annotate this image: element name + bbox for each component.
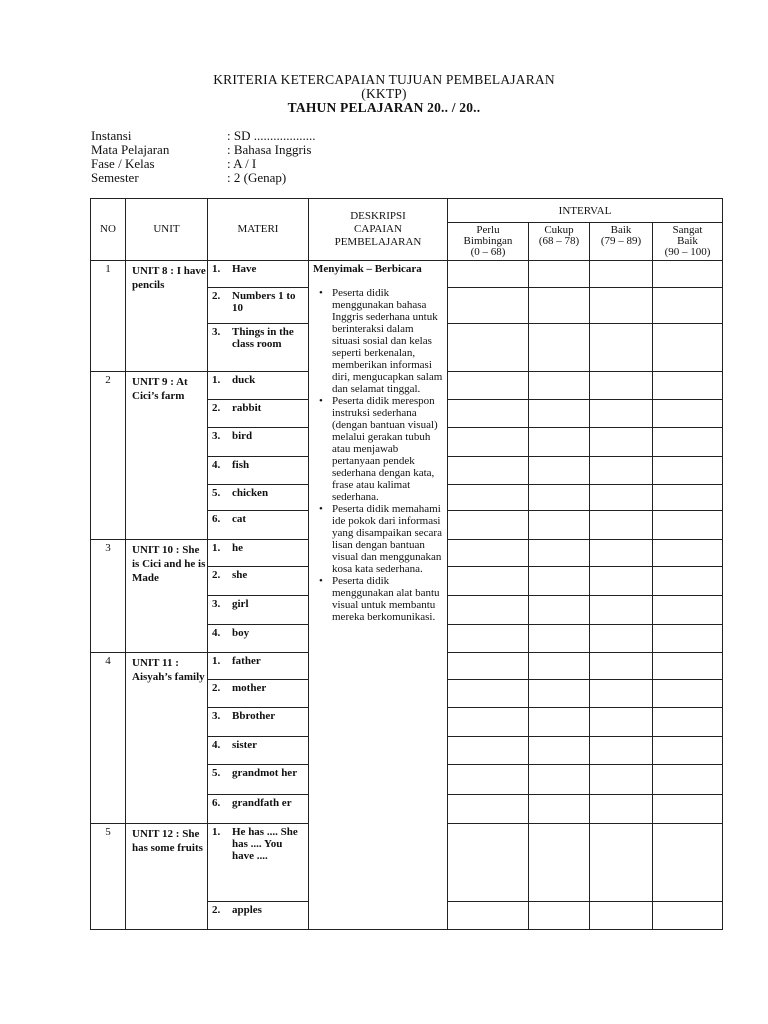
- materi-cell: [208, 400, 309, 428]
- score-cell[interactable]: [590, 288, 653, 324]
- header-perlu-bimbingan: [448, 223, 529, 261]
- header-line: Baik: [610, 224, 632, 236]
- header-deskripsi-line: PEMBELAJARAN: [334, 236, 422, 248]
- table-body: [91, 261, 723, 930]
- score-cell[interactable]: [590, 567, 653, 596]
- header-line: Sangat: [672, 224, 703, 236]
- score-cell[interactable]: [653, 324, 723, 372]
- materi-number: 4.: [212, 459, 221, 471]
- score-cell[interactable]: [448, 596, 529, 625]
- score-cell[interactable]: [653, 680, 723, 708]
- score-cell[interactable]: [653, 372, 723, 400]
- deskripsi-bullet: • Peserta didik menggunakan alat bantu visual untuk membantu mereka berkomunikasi.: [332, 575, 443, 623]
- header-line: (79 – 89): [600, 235, 642, 247]
- info-value: : A / I: [227, 156, 257, 171]
- score-cell[interactable]: [448, 625, 529, 653]
- materi-number: 3.: [212, 430, 221, 442]
- score-cell[interactable]: [590, 261, 653, 288]
- materi-number: 3.: [212, 326, 221, 338]
- score-cell[interactable]: [529, 540, 590, 567]
- materi-number: 2.: [212, 402, 221, 414]
- materi-text: Numbers 1 to 10: [232, 290, 296, 314]
- score-cell[interactable]: [653, 540, 723, 567]
- deskripsi-capaian: [309, 261, 448, 930]
- score-cell[interactable]: [590, 708, 653, 737]
- materi-cell: [208, 765, 309, 795]
- score-cell[interactable]: [529, 511, 590, 540]
- score-cell[interactable]: [590, 457, 653, 485]
- header-deskripsi: [309, 199, 448, 261]
- materi-text: Bbrother: [232, 710, 276, 722]
- materi-cell: [208, 625, 309, 653]
- materi-text: duck: [232, 374, 256, 386]
- score-cell[interactable]: [448, 737, 529, 765]
- score-cell[interactable]: [590, 372, 653, 400]
- score-cell[interactable]: [448, 288, 529, 324]
- materi-text: girl: [232, 598, 249, 610]
- score-cell[interactable]: [448, 795, 529, 824]
- materi-cell: [208, 567, 309, 596]
- materi-text: grandfath er: [232, 797, 292, 809]
- materi-number: 3.: [212, 710, 221, 722]
- unit-title: UNIT 9 : At Cici’s farm: [126, 372, 208, 540]
- info-label: Instansi: [91, 128, 132, 143]
- unit-title: UNIT 8 : I have pencils: [126, 261, 208, 372]
- materi-text: father: [232, 655, 261, 667]
- deskripsi-heading: Menyimak – Berbicara: [313, 263, 422, 275]
- materi-cell: [208, 261, 309, 288]
- deskripsi-bullet: • Peserta didik memahami ide pokok dari informasi yang disampaikan secara lisan dengan bantuan visual dan menggunakan kosa kata sederhana.: [332, 503, 443, 575]
- score-cell[interactable]: [448, 400, 529, 428]
- header-sangat-baik: [653, 223, 723, 261]
- score-cell[interactable]: [529, 457, 590, 485]
- score-cell[interactable]: [529, 400, 590, 428]
- info-label: Fase / Kelas: [91, 156, 155, 171]
- score-cell[interactable]: [448, 902, 529, 930]
- score-cell[interactable]: [448, 708, 529, 737]
- materi-text: Things in the class room: [232, 326, 294, 350]
- row-number: 3: [91, 540, 126, 653]
- materi-cell: [208, 485, 309, 511]
- score-cell[interactable]: [529, 708, 590, 737]
- materi-cell: [208, 680, 309, 708]
- score-cell[interactable]: [448, 372, 529, 400]
- row-number: 1: [91, 261, 126, 372]
- score-cell[interactable]: [590, 902, 653, 930]
- header-line: (0 – 68): [470, 246, 506, 258]
- materi-number: 2.: [212, 290, 221, 302]
- score-cell[interactable]: [529, 288, 590, 324]
- info-value: : SD ...................: [227, 128, 316, 143]
- info-label: Mata Pelajaran: [91, 142, 170, 157]
- materi-text: He has .... She has .... You have ....: [232, 826, 298, 862]
- score-cell[interactable]: [653, 288, 723, 324]
- score-cell[interactable]: [529, 596, 590, 625]
- deskripsi-bullet: • Peserta didik menggunakan bahasa Inggris sederhana untuk berinteraksi dalam situasi sosial dan kelas seperti berkenalan, memberikan informasi diri, mengucapkan salam dan selamat tinggal.: [332, 287, 443, 395]
- materi-text: mother: [232, 682, 267, 694]
- score-cell[interactable]: [529, 653, 590, 680]
- score-cell[interactable]: [448, 324, 529, 372]
- materi-text: she: [232, 569, 248, 581]
- info-label: Semester: [91, 170, 139, 185]
- score-cell[interactable]: [448, 567, 529, 596]
- score-cell[interactable]: [529, 625, 590, 653]
- score-cell[interactable]: [653, 653, 723, 680]
- score-cell[interactable]: [590, 511, 653, 540]
- document-title: [0, 73, 768, 115]
- header-line: (68 – 78): [538, 235, 580, 247]
- materi-text: boy: [232, 627, 250, 639]
- score-cell[interactable]: [448, 428, 529, 457]
- score-cell[interactable]: [653, 511, 723, 540]
- materi-text: apples: [232, 904, 262, 916]
- materi-cell: [208, 428, 309, 457]
- header-interval: INTERVAL: [448, 199, 723, 223]
- materi-text: grandmot her: [232, 767, 298, 779]
- materi-number: 3.: [212, 598, 221, 610]
- score-cell[interactable]: [529, 261, 590, 288]
- score-cell[interactable]: [529, 485, 590, 511]
- unit-title: UNIT 12 : She has some fruits: [126, 824, 208, 930]
- unit-title: UNIT 10 : She is Cici and he is Made: [126, 540, 208, 653]
- score-cell[interactable]: [653, 737, 723, 765]
- materi-number: 5.: [212, 487, 221, 499]
- materi-cell: [208, 540, 309, 567]
- materi-number: 1.: [212, 263, 221, 275]
- materi-number: 4.: [212, 627, 221, 639]
- score-cell[interactable]: [653, 567, 723, 596]
- title-line-2: (KKTP): [361, 86, 407, 101]
- score-cell[interactable]: [529, 372, 590, 400]
- score-cell[interactable]: [529, 737, 590, 765]
- header-materi: MATERI: [208, 199, 309, 261]
- score-cell[interactable]: [448, 511, 529, 540]
- materi-number: 6.: [212, 513, 221, 525]
- score-cell[interactable]: [653, 795, 723, 824]
- materi-number: 2.: [212, 682, 221, 694]
- row-number: 4: [91, 653, 126, 824]
- score-cell[interactable]: [653, 400, 723, 428]
- score-cell[interactable]: [448, 261, 529, 288]
- table-row: [91, 261, 723, 288]
- header-line: Perlu: [476, 224, 500, 236]
- score-cell[interactable]: [653, 625, 723, 653]
- score-cell[interactable]: [448, 485, 529, 511]
- score-cell[interactable]: [653, 824, 723, 902]
- score-cell[interactable]: [590, 428, 653, 457]
- materi-text: fish: [232, 459, 250, 471]
- materi-cell: [208, 824, 309, 902]
- score-cell[interactable]: [590, 680, 653, 708]
- score-cell[interactable]: [590, 625, 653, 653]
- materi-cell: [208, 457, 309, 485]
- header-unit: UNIT: [126, 199, 208, 261]
- materi-text: sister: [232, 739, 258, 751]
- materi-number: 5.: [212, 767, 221, 779]
- header-line: Bimbingan: [463, 235, 513, 247]
- materi-text: cat: [232, 513, 247, 525]
- materi-number: 2.: [212, 569, 221, 581]
- score-cell[interactable]: [590, 485, 653, 511]
- materi-number: 2.: [212, 904, 221, 916]
- materi-text: chicken: [232, 487, 269, 499]
- deskripsi-list: [313, 287, 443, 623]
- header-cukup: [529, 223, 590, 261]
- score-cell[interactable]: [529, 567, 590, 596]
- materi-cell: [208, 511, 309, 540]
- score-cell[interactable]: [590, 324, 653, 372]
- score-cell[interactable]: [448, 653, 529, 680]
- score-cell[interactable]: [448, 765, 529, 795]
- score-cell[interactable]: [590, 765, 653, 795]
- materi-cell: [208, 324, 309, 372]
- header-deskripsi-line: DESKRIPSI: [350, 210, 406, 222]
- deskripsi-bullet: • Peserta didik merespon instruksi sederhana (dengan bantuan visual) melalui gerakan tubuh atau menjawab pertanyaan pendek sederhana dengan kata, frase atau kalimat sederhana.: [332, 395, 443, 503]
- score-cell[interactable]: [529, 902, 590, 930]
- info-value: : 2 (Genap): [227, 170, 287, 185]
- materi-cell: [208, 708, 309, 737]
- materi-text: rabbit: [232, 402, 262, 414]
- title-line-1: KRITERIA KETERCAPAIAN TUJUAN PEMBELAJARAN: [213, 72, 555, 87]
- kktp-table: [90, 198, 723, 930]
- materi-number: 1.: [212, 826, 221, 838]
- score-cell[interactable]: [653, 902, 723, 930]
- score-cell[interactable]: [653, 428, 723, 457]
- score-cell[interactable]: [529, 324, 590, 372]
- header-deskripsi-line: CAPAIAN: [354, 223, 402, 235]
- materi-cell: [208, 288, 309, 324]
- materi-cell: [208, 653, 309, 680]
- materi-number: 4.: [212, 739, 221, 751]
- score-cell[interactable]: [653, 261, 723, 288]
- title-line-3: TAHUN PELAJARAN 20.. / 20..: [287, 100, 481, 115]
- score-cell[interactable]: [590, 824, 653, 902]
- score-cell[interactable]: [448, 824, 529, 902]
- score-cell[interactable]: [529, 765, 590, 795]
- row-number: 2: [91, 372, 126, 540]
- header-baik: [590, 223, 653, 261]
- header-line: Baik: [677, 235, 698, 247]
- score-cell[interactable]: [590, 540, 653, 567]
- score-cell[interactable]: [653, 485, 723, 511]
- score-cell[interactable]: [529, 795, 590, 824]
- materi-cell: [208, 372, 309, 400]
- row-number: 5: [91, 824, 126, 930]
- materi-text: bird: [232, 430, 253, 442]
- materi-text: Have: [232, 263, 257, 275]
- score-cell[interactable]: [529, 680, 590, 708]
- unit-title: UNIT 11 : Aisyah’s family: [126, 653, 208, 824]
- score-cell[interactable]: [448, 680, 529, 708]
- materi-number: 1.: [212, 655, 221, 667]
- materi-number: 1.: [212, 542, 221, 554]
- score-cell[interactable]: [529, 428, 590, 457]
- score-cell[interactable]: [653, 457, 723, 485]
- materi-number: 1.: [212, 374, 221, 386]
- score-cell[interactable]: [590, 795, 653, 824]
- score-cell[interactable]: [590, 653, 653, 680]
- materi-number: 6.: [212, 797, 221, 809]
- header-line: (90 – 100): [664, 246, 711, 258]
- materi-cell: [208, 737, 309, 765]
- score-cell[interactable]: [529, 824, 590, 902]
- score-cell[interactable]: [590, 400, 653, 428]
- header-no: NO: [91, 199, 126, 261]
- score-cell[interactable]: [653, 596, 723, 625]
- info-value: : Bahasa Inggris: [227, 142, 312, 157]
- materi-text: he: [232, 542, 243, 554]
- score-cell[interactable]: [448, 540, 529, 567]
- materi-cell: [208, 902, 309, 930]
- header-line: Cukup: [544, 224, 574, 236]
- materi-cell: [208, 795, 309, 824]
- score-cell[interactable]: [448, 457, 529, 485]
- score-cell[interactable]: [653, 708, 723, 737]
- score-cell[interactable]: [590, 737, 653, 765]
- score-cell[interactable]: [653, 765, 723, 795]
- score-cell[interactable]: [590, 596, 653, 625]
- materi-cell: [208, 596, 309, 625]
